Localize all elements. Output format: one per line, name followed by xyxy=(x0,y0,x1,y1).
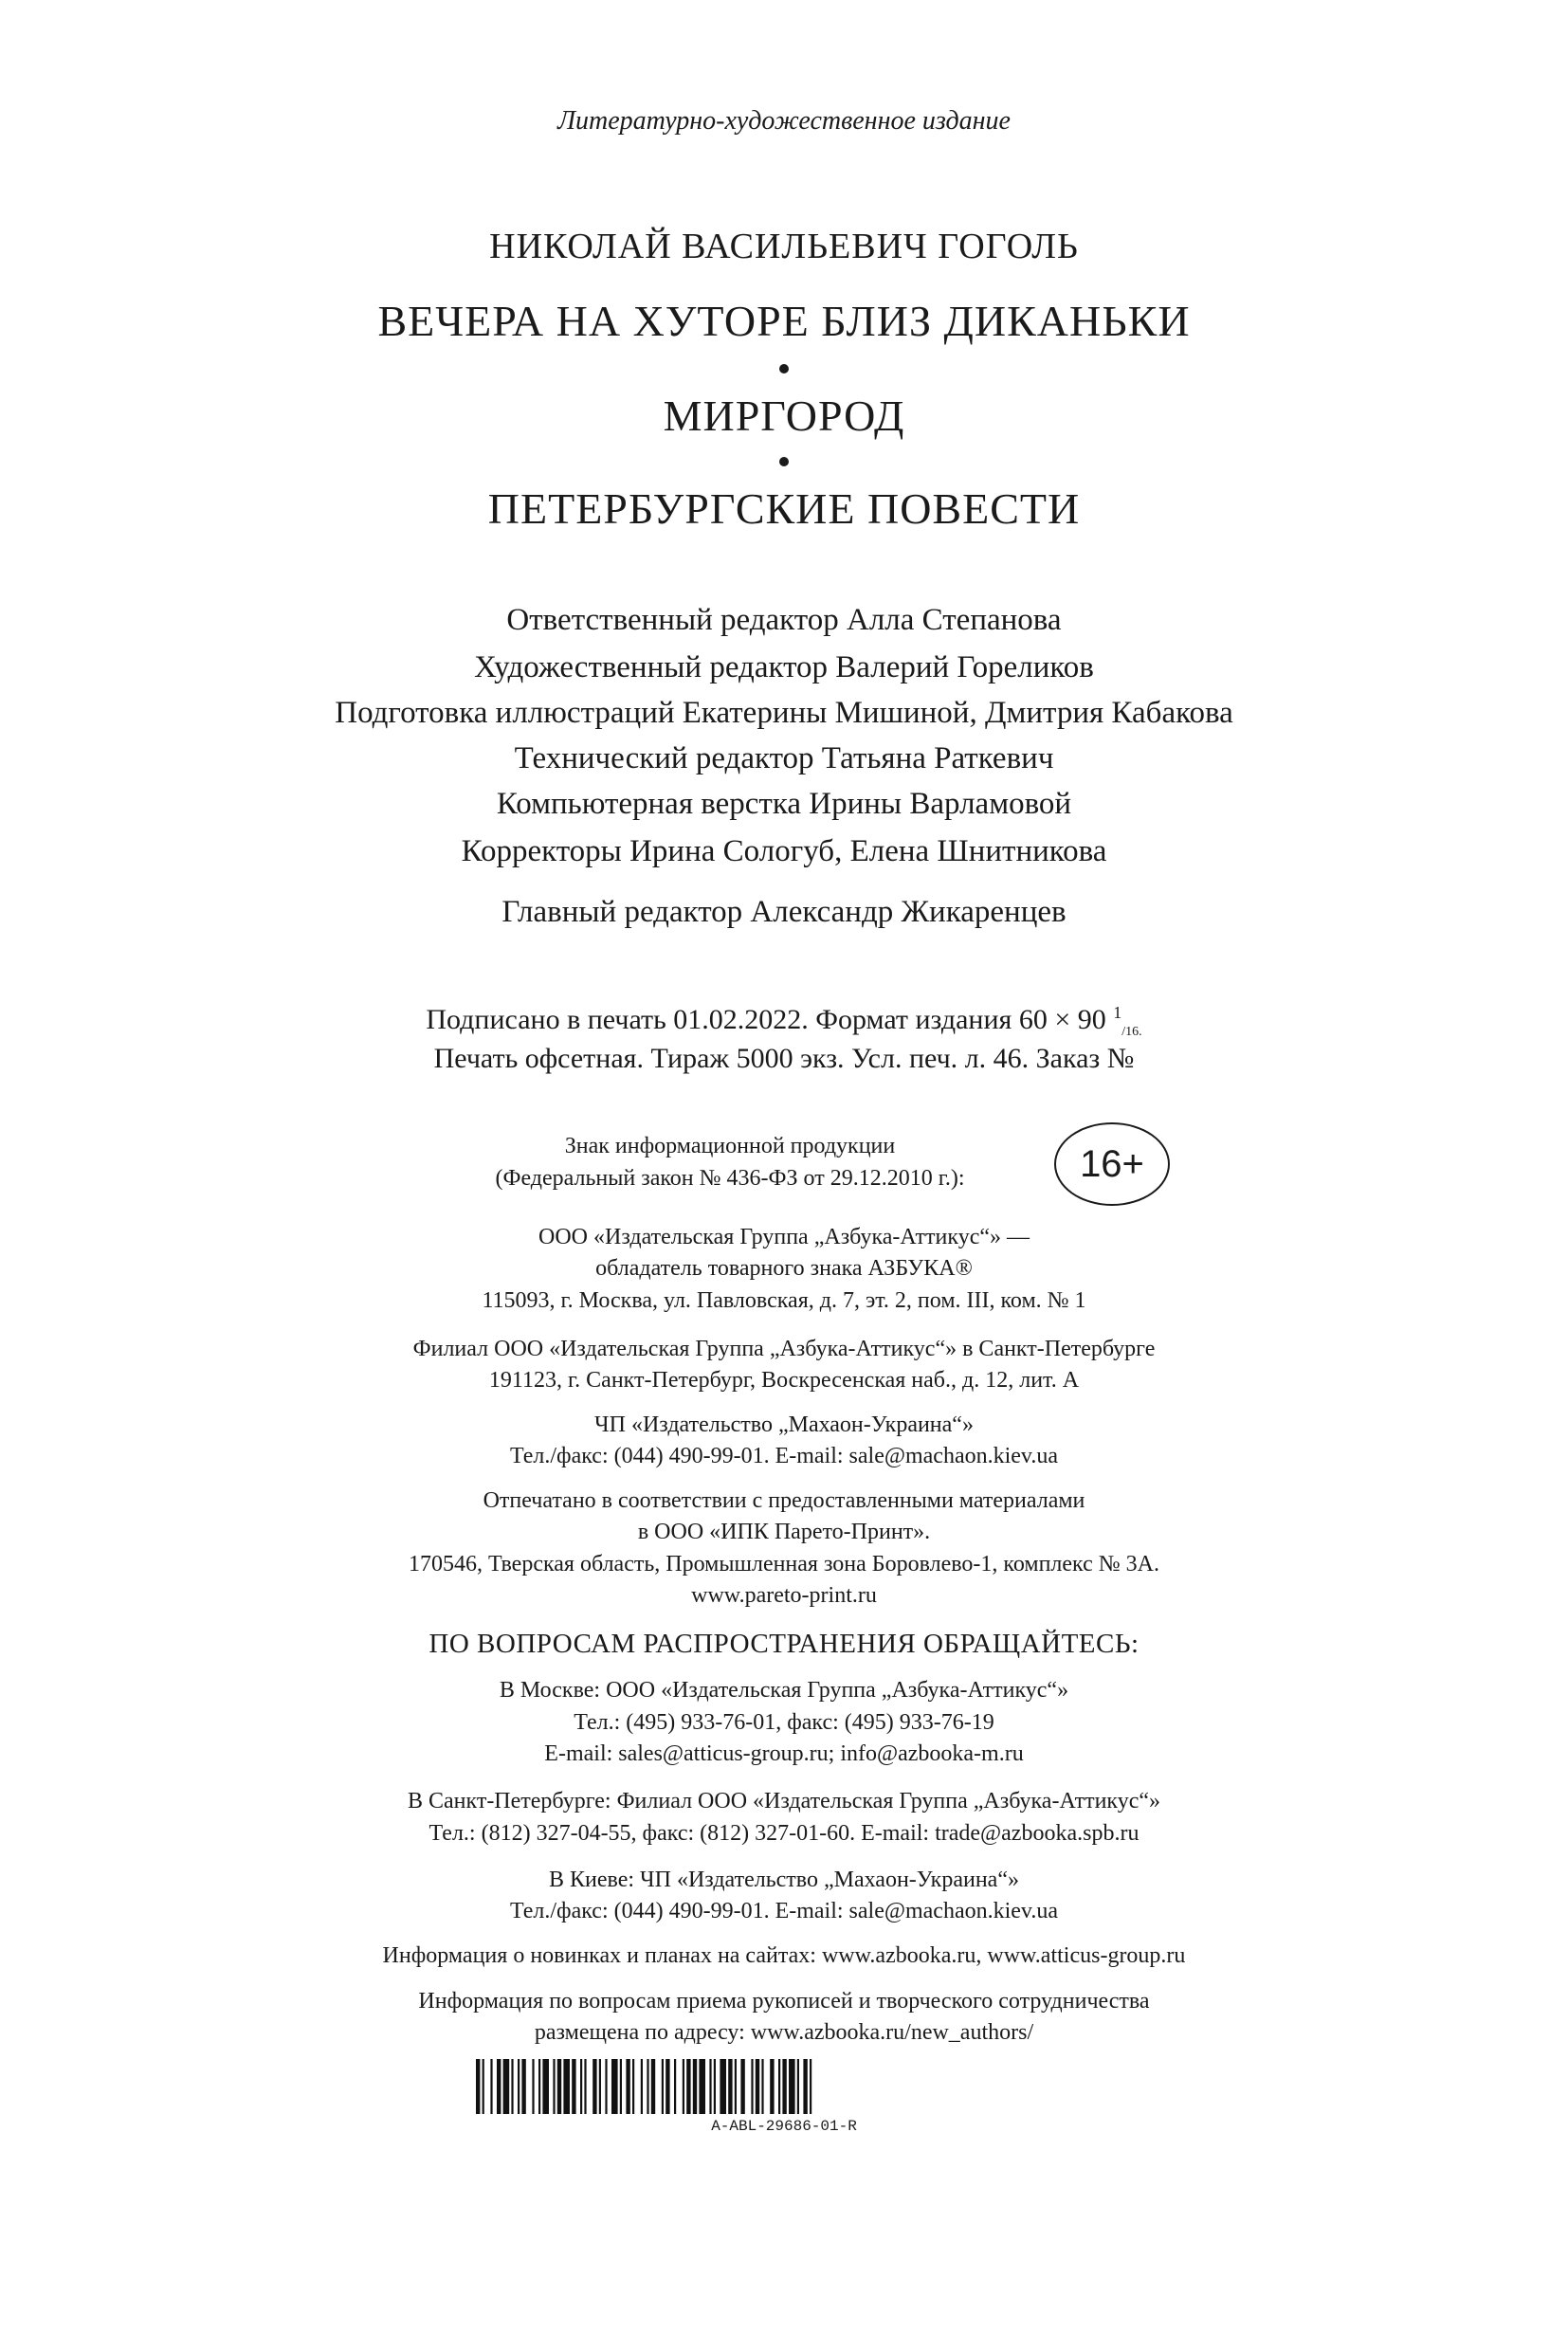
barcode-bar xyxy=(651,2059,655,2114)
publisher-line: ООО «Издательская Группа „Азбука-Аттикус“» — xyxy=(538,1225,1030,1249)
title-separator-dot xyxy=(779,457,789,466)
barcode-bar xyxy=(580,2059,582,2114)
barcode-bar xyxy=(532,2059,534,2114)
credit-line: Художественный редактор Валерий Гореликов xyxy=(474,650,1094,684)
format-fraction-numerator: 1 xyxy=(1113,1003,1122,1022)
ukraine-publisher: ЧП «Издательство „Махаон-Украина“» xyxy=(594,1412,974,1437)
distribution-heading: ПО ВОПРОСАМ РАСПРОСТРАНЕНИЯ ОБРАЩАЙТЕСЬ: xyxy=(428,1629,1140,1659)
credit-line: Ответственный редактор Алла Степанова xyxy=(506,603,1062,637)
barcode-bar xyxy=(641,2059,643,2114)
edition-type: Литературно-художественное издание xyxy=(557,106,1011,136)
info-sign-line-1: Знак информационной продукции xyxy=(564,1134,896,1158)
barcode-bar xyxy=(662,2059,664,2114)
barcode-bar xyxy=(572,2059,575,2114)
barcode-bar xyxy=(686,2059,690,2114)
kiev-distributor: В Киеве: ЧП «Издательство „Махаон-Украина“» xyxy=(549,1868,1019,1892)
publisher-branch-address: 191123, г. Санкт-Петербург, Воскресенская наб., д. 12, лит. А xyxy=(488,1368,1080,1393)
print-info-line-1 xyxy=(0,1003,1568,1040)
barcode-bar xyxy=(665,2059,669,2114)
book-title-2: МИРГОРОД xyxy=(663,392,905,440)
barcode-bar xyxy=(620,2059,622,2114)
barcode-bar xyxy=(518,2059,520,2114)
barcode-bar xyxy=(553,2059,555,2114)
barcode-bar xyxy=(483,2059,484,2114)
barcode-bar xyxy=(797,2059,799,2114)
barcode-bar xyxy=(728,2059,732,2114)
publisher-branch: Филиал ООО «Издательская Группа „Азбука-Аттикус“» в Санкт-Петербурге xyxy=(412,1337,1156,1361)
print-date-format: Подписано в печать 01.02.2022. Формат издания 60 × 90 xyxy=(426,1004,1106,1035)
credit-line: Технический редактор Татьяна Раткевич xyxy=(514,741,1054,775)
barcode-bar xyxy=(735,2059,737,2114)
barcode-bar xyxy=(714,2059,716,2114)
credit-line: Компьютерная верстка Ирины Варламовой xyxy=(496,787,1072,821)
book-title-1: ВЕЧЕРА НА ХУТОРЕ БЛИЗ ДИКАНЬКИ xyxy=(377,297,1191,345)
format-fraction-denominator: /16. xyxy=(1121,1025,1142,1039)
barcode-bar xyxy=(605,2059,607,2114)
barcode-bar xyxy=(756,2059,759,2114)
barcode xyxy=(476,2059,1092,2114)
barcode-bar xyxy=(709,2059,711,2114)
ukraine-contact: Тел./факс: (044) 490-99-01. E-mail: sale@machaon.kiev.ua xyxy=(509,1444,1059,1468)
barcode-bar xyxy=(490,2059,492,2114)
book-title-3: ПЕТЕРБУРГСКИЕ ПОВЕСТИ xyxy=(487,484,1081,533)
barcode-bar xyxy=(647,2059,648,2114)
printer-address: 170546, Тверская область, Промышленная зона Боровлево-1, комплекс № 3А. xyxy=(409,1552,1159,1576)
kiev-contact: Тел./факс: (044) 490-99-01. E-mail: sale@machaon.kiev.ua xyxy=(509,1899,1059,1923)
barcode-bar xyxy=(476,2059,480,2114)
printer-line: в ООО «ИПК Парето-Принт». xyxy=(637,1520,931,1544)
spb-contact: Тел.: (812) 327-04-55, факс: (812) 327-01-60. E-mail: trade@azbooka.spb.ru xyxy=(428,1821,1140,1846)
barcode-bar xyxy=(674,2059,676,2114)
info-product-sign-text xyxy=(408,1130,1052,1194)
spb-distributor: В Санкт-Петербурге: Филиал ООО «Издательская Группа „Азбука-Аттикус“» xyxy=(407,1789,1161,1813)
barcode-bar xyxy=(503,2059,510,2114)
barcode-bar xyxy=(521,2059,525,2114)
barcode-bar xyxy=(782,2059,786,2114)
barcode-bar xyxy=(803,2059,807,2114)
barcode-bar xyxy=(557,2059,561,2114)
barcode-bar xyxy=(563,2059,570,2114)
manuscripts-url-line: размещена по адресу: www.azbooka.ru/new_authors/ xyxy=(534,2020,1034,2045)
moscow-phone: Тел.: (495) 933-76-01, факс: (495) 933-76-19 xyxy=(574,1710,994,1735)
barcode-text: A-ABL-29686-01-R xyxy=(711,2118,857,2135)
barcode-bar xyxy=(720,2059,726,2114)
barcode-bar xyxy=(761,2059,763,2114)
barcode-bar xyxy=(632,2059,634,2114)
barcode-bar xyxy=(497,2059,501,2114)
barcode-bar xyxy=(611,2059,618,2114)
publisher-address: 115093, г. Москва, ул. Павловская, д. 7, эт. 2, пом. III, ком. № 1 xyxy=(482,1288,1086,1313)
barcode-bar xyxy=(538,2059,540,2114)
barcode-bar xyxy=(810,2059,811,2114)
barcode-bar xyxy=(584,2059,586,2114)
barcode-bar xyxy=(683,2059,684,2114)
barcode-bar xyxy=(593,2059,596,2114)
printer-line: Отпечатано в соответствии с предоставленными материалами xyxy=(483,1488,1085,1513)
barcode-bar xyxy=(693,2059,697,2114)
credit-line: Подготовка иллюстраций Екатерины Мишиной, Дмитрия Кабакова xyxy=(335,696,1233,730)
barcode-bar xyxy=(699,2059,705,2114)
barcode-bar xyxy=(751,2059,753,2114)
barcode-bar xyxy=(778,2059,780,2114)
chief-editor-line: Главный редактор Александр Жикаренцев xyxy=(501,895,1067,929)
barcode-bar xyxy=(626,2059,629,2114)
print-info-line-2: Печать офсетная. Тираж 5000 экз. Усл. печ. л. 46. Заказ № xyxy=(433,1043,1135,1074)
title-separator-dot xyxy=(779,364,789,374)
printer-website: www.pareto-print.ru xyxy=(691,1583,877,1608)
credit-line: Корректоры Ирина Сологуб, Елена Шнитникова xyxy=(461,834,1107,868)
info-sign-line-2: (Федеральный закон № 436-ФЗ от 29.12.2010 г.): xyxy=(495,1166,965,1191)
manuscripts-info-line: Информация по вопросам приема рукописей и творческого сотрудничества xyxy=(418,1989,1150,2014)
moscow-email: E-mail: sales@atticus-group.ru; info@azbooka-m.ru xyxy=(544,1741,1024,1766)
barcode-bar xyxy=(740,2059,744,2114)
barcode-bar xyxy=(542,2059,549,2114)
publisher-line: обладатель товарного знака АЗБУКА® xyxy=(595,1256,973,1281)
barcode-bar xyxy=(599,2059,601,2114)
barcode-bar xyxy=(789,2059,795,2114)
author-name: НИКОЛАЙ ВАСИЛЬЕВИЧ ГОГОЛЬ xyxy=(489,227,1079,266)
news-info-line: Информация о новинках и планах на сайтах: www.azbooka.ru, www.atticus-group.ru xyxy=(382,1943,1186,1968)
barcode-bar xyxy=(511,2059,513,2114)
moscow-distributor: В Москве: ООО «Издательская Группа „Азбука-Аттикус“» xyxy=(499,1678,1069,1703)
barcode-bar xyxy=(770,2059,774,2114)
age-rating-badge: 16+ xyxy=(1054,1122,1170,1206)
